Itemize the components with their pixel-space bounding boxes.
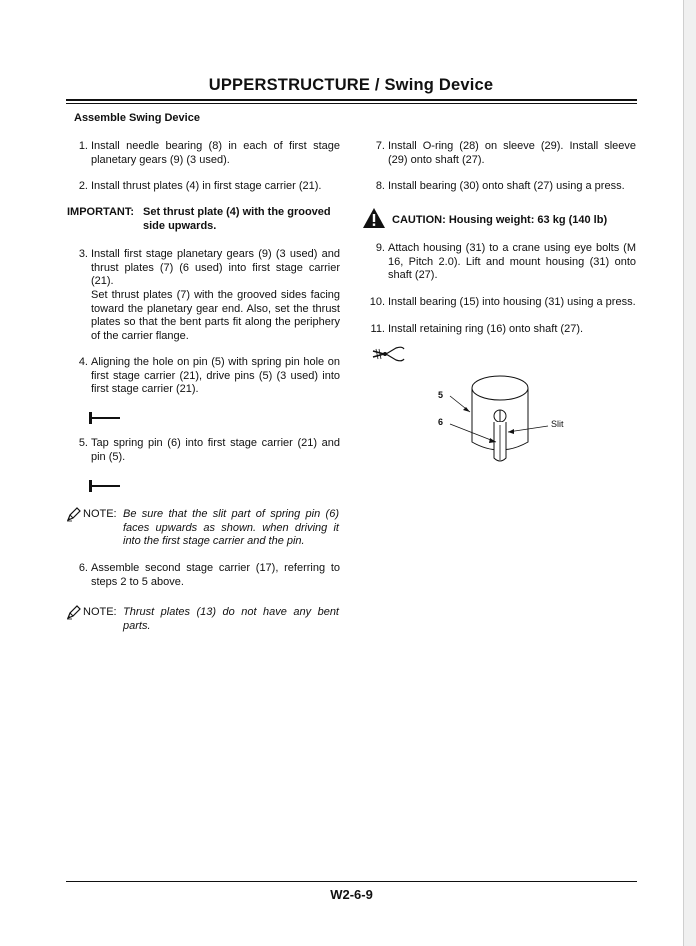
step-number: 10. xyxy=(369,296,385,308)
step-number: 2. xyxy=(78,180,88,192)
figure-label-5: 5 xyxy=(438,390,444,400)
warning-triangle-icon xyxy=(362,207,386,234)
figure-label-6: 6 xyxy=(438,417,444,427)
header-rule-thin xyxy=(66,103,637,104)
step-number: 7. xyxy=(375,140,385,152)
step-number: 8. xyxy=(375,180,385,192)
note-text: Be sure that the slit part of spring pin (6) faces upwards as shown. when driving it into the first stage carrier and the pin. xyxy=(123,508,339,548)
step-text: Attach housing (31) to a crane using eye bolts (M 16, Pitch 2.0). Lift and mount housing (31) onto shaft (27). xyxy=(388,242,636,282)
step-text: Install thrust plates (4) in first stage carrier (21). xyxy=(91,180,322,192)
snap-ring-pliers-icon xyxy=(372,346,406,367)
step-number: 9. xyxy=(375,242,385,254)
note-label: NOTE: xyxy=(83,508,117,520)
step-number: 1. xyxy=(78,140,88,152)
step-text: Tap spring pin (6) into first stage carrier (21) and pin (5). xyxy=(91,437,340,463)
page-title: UPPERSTRUCTURE / Swing Device xyxy=(208,76,494,94)
hammer-icon xyxy=(88,411,122,429)
note-label: NOTE: xyxy=(83,606,117,618)
figure-label-slit: Slit xyxy=(551,419,564,429)
step-text: Install O-ring (28) on sleeve (29). Install sleeve (29) onto shaft (27). xyxy=(388,140,636,166)
step-text: Aligning the hole on pin (5) with spring pin hole on first stage carrier (21), drive pins (5) (3 used) into first stage carrier (21). xyxy=(91,356,340,396)
header-rule-thick xyxy=(66,99,637,101)
footer-rule xyxy=(66,881,637,882)
step-number: 4. xyxy=(78,356,88,368)
important-label: IMPORTANT: xyxy=(67,206,135,218)
step-number: 5. xyxy=(78,437,88,449)
step-text: Assemble second stage carrier (17), referring to steps 2 to 5 above. xyxy=(91,562,340,588)
step-text: Install needle bearing (8) in each of first stage planetary gears (9) (3 used). xyxy=(91,140,340,166)
step-text: Install first stage planetary gears (9) (3 used) and thrust plates (7) (6 used) into first stage carrier (21). xyxy=(91,248,340,288)
step-text: Install bearing (15) into housing (31) using a press. xyxy=(388,296,636,308)
page-number: W2-6-9 xyxy=(330,887,373,902)
step-number: 3. xyxy=(78,248,88,260)
step-text: Install retaining ring (16) onto shaft (27). xyxy=(388,323,584,335)
step-text-continued: Set thrust plates (7) with the grooved sides facing toward the planetary gear end. Also, set the thrust plates so that the bent parts fit along the periphery of the carrier flange. xyxy=(91,289,340,342)
note-text: Thrust plates (13) do not have any bent parts. xyxy=(123,606,339,632)
caution-text: CAUTION: Housing weight: 63 kg (140 lb) xyxy=(392,214,608,226)
step-number: 6. xyxy=(78,562,88,574)
pencil-icon xyxy=(66,506,82,527)
section-heading: Assemble Swing Device xyxy=(74,112,200,124)
step-number: 11. xyxy=(370,323,385,335)
step-text: Install bearing (30) onto shaft (27) using a press. xyxy=(388,180,625,192)
important-text: Set thrust plate (4) with the grooved side upwards. xyxy=(143,206,331,232)
hammer-icon xyxy=(88,479,122,497)
pencil-icon xyxy=(66,604,82,625)
